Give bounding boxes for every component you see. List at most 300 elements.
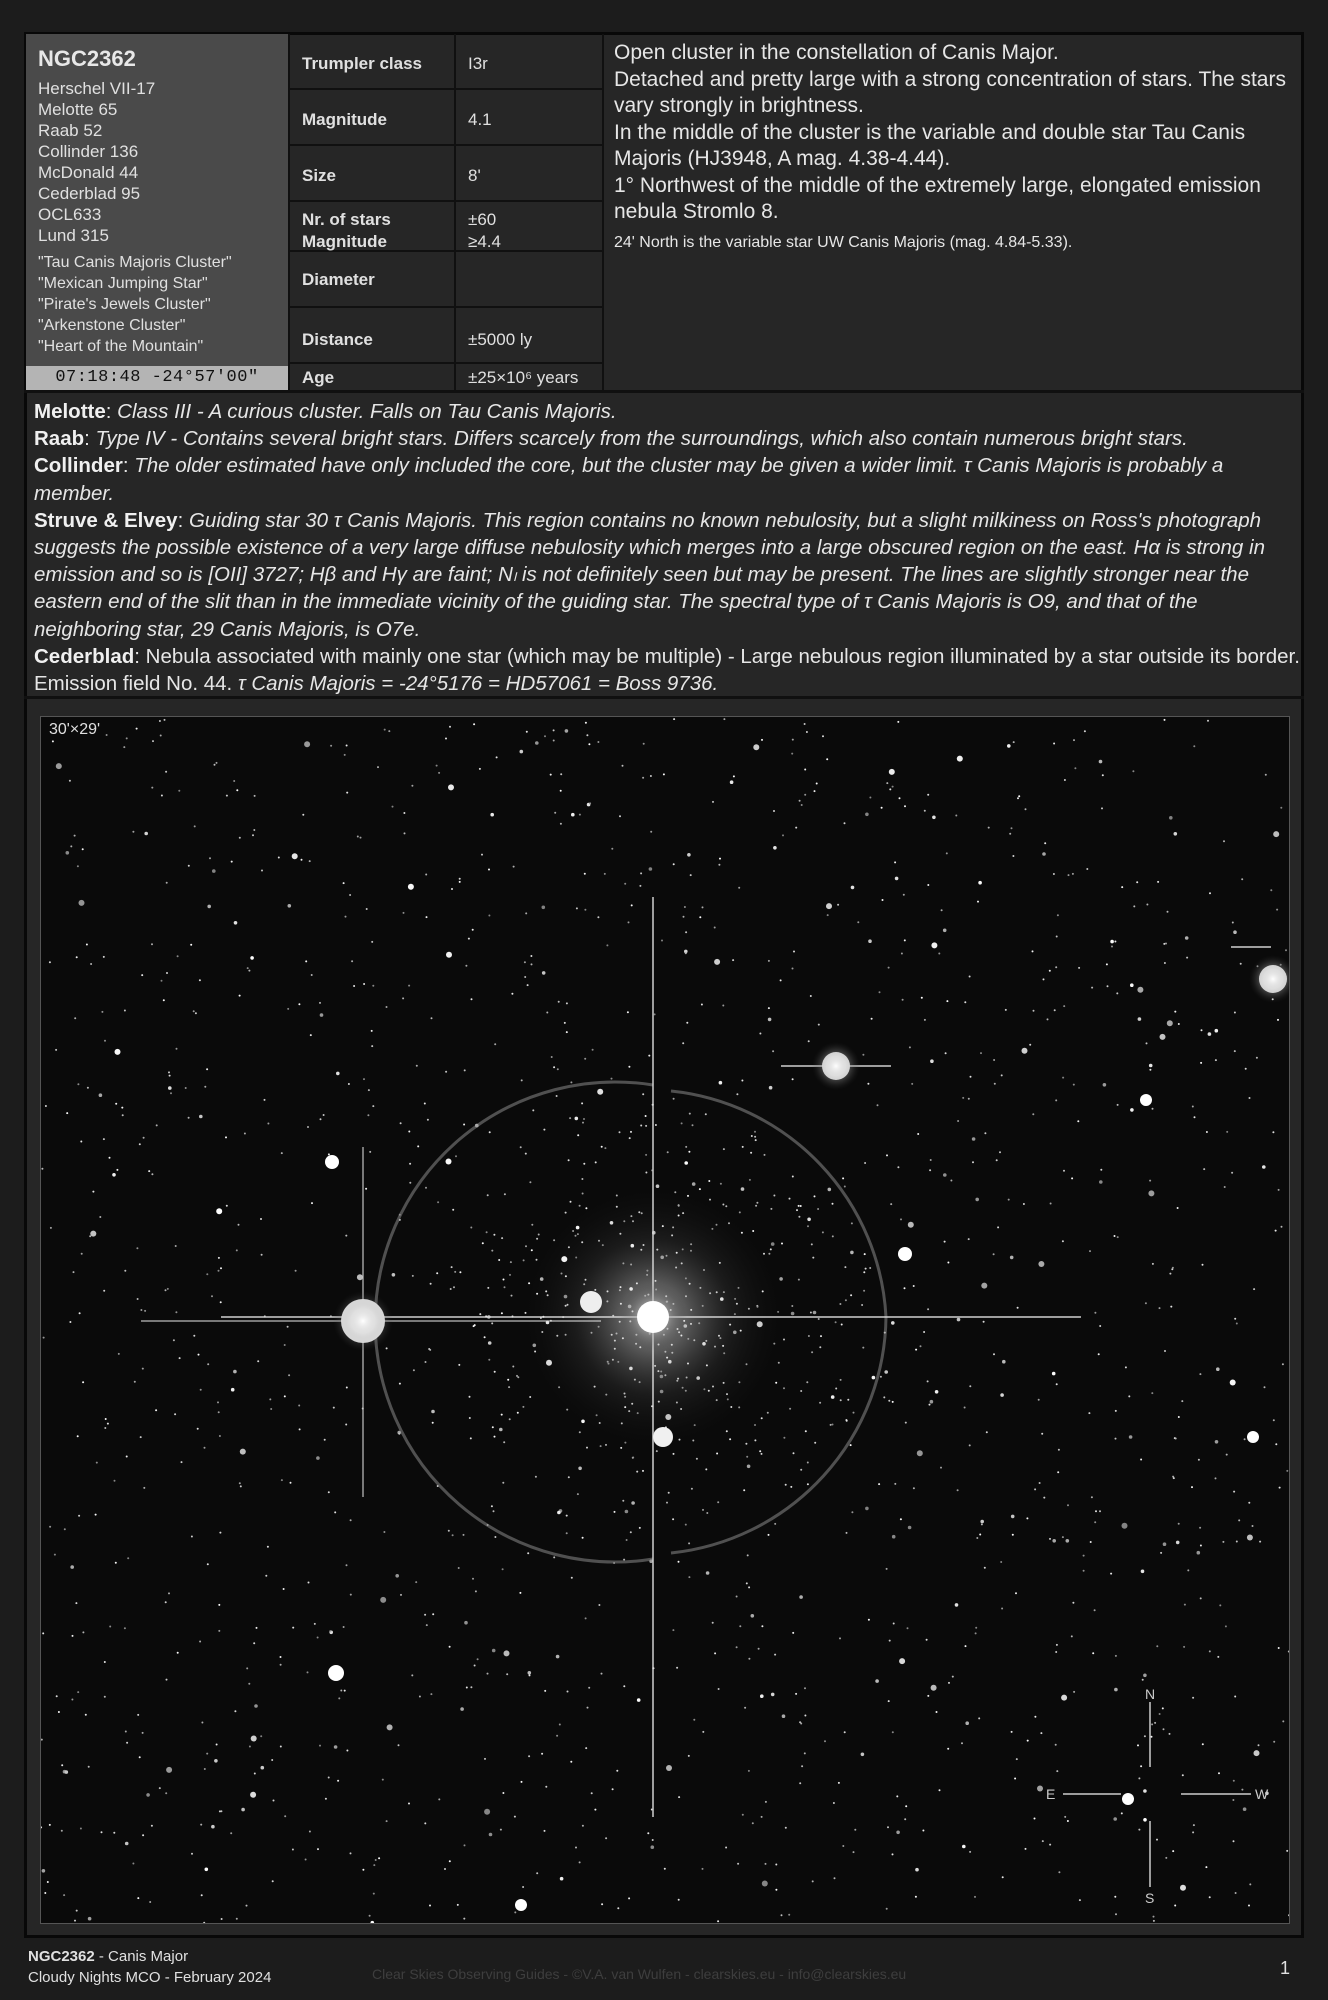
background-star xyxy=(82,1631,84,1633)
background-star xyxy=(474,1665,476,1667)
background-star xyxy=(1148,1190,1154,1196)
background-star xyxy=(798,1279,800,1281)
background-star xyxy=(645,1115,647,1117)
background-star xyxy=(1285,949,1287,951)
background-star xyxy=(166,882,168,884)
background-star xyxy=(267,1123,269,1125)
background-star xyxy=(579,1861,581,1863)
background-star xyxy=(1238,1519,1240,1521)
background-star xyxy=(579,1431,581,1433)
background-star xyxy=(463,1124,465,1126)
background-star xyxy=(436,1272,438,1274)
background-star xyxy=(330,745,332,747)
background-star xyxy=(585,1617,587,1619)
background-star xyxy=(254,1773,256,1775)
background-star xyxy=(350,1519,352,1521)
background-star xyxy=(121,1107,123,1109)
background-star xyxy=(553,729,555,731)
background-star xyxy=(904,805,906,807)
background-star xyxy=(287,1008,289,1010)
background-star xyxy=(240,1485,242,1487)
background-star xyxy=(691,1488,693,1490)
background-star xyxy=(261,870,263,872)
property-label: Distance xyxy=(302,330,373,349)
background-star xyxy=(775,1382,777,1384)
background-star xyxy=(598,1604,600,1606)
background-star xyxy=(527,984,529,986)
background-star xyxy=(88,1766,90,1768)
background-star xyxy=(799,1595,803,1599)
background-star xyxy=(685,1146,687,1148)
background-star xyxy=(151,1173,153,1175)
bright-star xyxy=(1122,1793,1134,1805)
background-star xyxy=(311,974,313,976)
background-star xyxy=(436,765,438,767)
background-star xyxy=(357,836,359,838)
background-star xyxy=(1055,1744,1057,1746)
background-star xyxy=(676,1667,678,1669)
background-star xyxy=(519,1592,521,1594)
background-star xyxy=(191,1536,193,1538)
background-star xyxy=(514,1911,516,1913)
background-star xyxy=(927,1308,929,1310)
background-star xyxy=(317,1848,319,1850)
background-star xyxy=(521,1079,523,1081)
background-star xyxy=(1149,1180,1151,1182)
background-star xyxy=(800,1723,802,1725)
background-star xyxy=(839,1637,841,1639)
background-star xyxy=(488,1341,492,1345)
background-star xyxy=(1094,1609,1096,1611)
background-star xyxy=(888,967,890,969)
background-star xyxy=(768,1018,772,1022)
background-star xyxy=(1083,1555,1085,1557)
background-star xyxy=(408,884,414,890)
background-star xyxy=(636,1471,638,1473)
background-star xyxy=(1095,1510,1097,1512)
background-star xyxy=(783,1387,785,1389)
background-star xyxy=(717,1501,719,1503)
background-star xyxy=(1141,1570,1145,1574)
background-star xyxy=(490,813,494,817)
background-star xyxy=(831,1395,835,1399)
background-star xyxy=(504,1650,510,1656)
background-star xyxy=(886,1154,888,1156)
background-star xyxy=(1234,1050,1236,1052)
background-star xyxy=(979,1534,981,1536)
background-star xyxy=(1247,1535,1253,1541)
background-star xyxy=(103,1290,105,1292)
background-star xyxy=(477,1658,479,1660)
background-star xyxy=(464,1844,466,1846)
background-star xyxy=(714,959,720,965)
background-star xyxy=(412,1275,414,1277)
background-star xyxy=(101,1831,103,1833)
background-star xyxy=(1286,1850,1288,1852)
background-star xyxy=(685,952,687,954)
background-star xyxy=(955,815,957,817)
background-star xyxy=(867,1083,869,1085)
note-source: Collinder xyxy=(34,454,123,478)
background-star xyxy=(553,1066,555,1068)
background-star xyxy=(755,1205,757,1207)
background-star xyxy=(948,1682,950,1684)
background-star xyxy=(56,1695,58,1697)
background-star xyxy=(807,1462,809,1464)
background-star xyxy=(176,1048,178,1050)
background-star xyxy=(1178,1023,1180,1025)
background-star xyxy=(748,1770,750,1772)
background-star xyxy=(736,1093,738,1095)
background-star xyxy=(648,1055,650,1057)
background-star xyxy=(792,968,794,970)
background-star xyxy=(113,1832,115,1834)
background-star xyxy=(127,1557,129,1559)
background-star xyxy=(491,1250,493,1252)
background-star xyxy=(1062,1536,1064,1538)
background-star xyxy=(819,1402,821,1404)
background-star xyxy=(280,1656,282,1658)
background-star xyxy=(325,1798,327,1800)
table-row xyxy=(290,90,602,146)
background-star xyxy=(1233,1780,1235,1782)
background-star xyxy=(333,1407,335,1409)
background-star xyxy=(702,1868,704,1870)
background-star xyxy=(865,1507,869,1511)
background-star xyxy=(789,1198,791,1200)
background-star xyxy=(750,1152,752,1154)
background-star xyxy=(250,956,254,960)
background-star xyxy=(1044,842,1046,844)
background-star xyxy=(419,1696,421,1698)
background-star xyxy=(541,1753,543,1755)
background-star xyxy=(115,1103,117,1105)
background-star xyxy=(430,1693,432,1695)
background-star xyxy=(974,1896,976,1898)
background-star xyxy=(340,1690,342,1692)
background-star xyxy=(892,1853,894,1855)
background-star xyxy=(109,1626,111,1628)
background-star xyxy=(345,916,347,918)
background-star xyxy=(90,1231,96,1237)
background-star xyxy=(749,1179,751,1181)
background-star xyxy=(104,1040,106,1042)
background-star xyxy=(693,1719,695,1721)
table-row xyxy=(290,308,602,364)
background-star xyxy=(845,1299,847,1301)
background-star xyxy=(1265,774,1267,776)
background-star xyxy=(1053,743,1055,745)
background-star xyxy=(1277,1019,1279,1021)
background-star xyxy=(501,1312,503,1314)
background-star xyxy=(489,1131,491,1133)
background-star xyxy=(844,1731,846,1733)
background-star xyxy=(454,1271,456,1273)
background-star xyxy=(894,1483,896,1485)
background-star xyxy=(630,1531,632,1533)
background-star xyxy=(907,1627,909,1629)
background-star xyxy=(1116,992,1118,994)
background-star xyxy=(566,1002,568,1004)
background-star xyxy=(588,743,590,745)
background-star xyxy=(557,1068,559,1070)
background-star xyxy=(720,1183,722,1185)
background-star xyxy=(234,1710,236,1712)
background-star xyxy=(491,1322,493,1324)
background-star xyxy=(798,1205,800,1207)
background-star xyxy=(41,1826,42,1828)
background-star xyxy=(792,739,794,741)
background-star xyxy=(581,1102,583,1104)
background-star xyxy=(317,1637,319,1639)
background-star xyxy=(588,1687,590,1689)
background-star xyxy=(344,1690,346,1692)
background-star xyxy=(1169,1733,1171,1735)
background-star xyxy=(254,795,256,797)
background-star xyxy=(758,1648,760,1650)
background-star xyxy=(820,1335,822,1337)
background-star xyxy=(748,1586,750,1588)
background-star xyxy=(123,746,125,748)
background-star xyxy=(888,1400,890,1402)
background-star xyxy=(400,1122,402,1124)
background-star xyxy=(586,734,588,736)
background-star xyxy=(504,1193,506,1195)
background-star xyxy=(260,1218,262,1220)
background-star xyxy=(513,866,515,868)
background-star xyxy=(1089,1250,1091,1252)
background-star xyxy=(524,976,526,978)
background-star xyxy=(901,953,903,955)
background-star xyxy=(625,1510,629,1514)
background-star xyxy=(560,773,562,775)
background-star xyxy=(1178,1523,1180,1525)
note-source: Raab xyxy=(34,427,85,451)
background-star xyxy=(781,1243,783,1245)
background-star xyxy=(922,1830,924,1832)
background-star xyxy=(191,1853,193,1855)
background-star xyxy=(181,1461,183,1463)
background-star xyxy=(231,1388,235,1392)
background-star xyxy=(569,1117,571,1119)
background-star xyxy=(965,1645,967,1647)
background-star xyxy=(482,1242,484,1244)
background-star xyxy=(1130,1108,1134,1112)
background-star xyxy=(743,1489,745,1491)
background-star xyxy=(1018,795,1020,797)
background-star xyxy=(868,1619,870,1621)
background-star xyxy=(1042,1840,1044,1842)
background-star xyxy=(1160,1034,1166,1040)
background-star xyxy=(424,1614,426,1616)
background-star xyxy=(591,1792,593,1794)
background-star xyxy=(754,1136,756,1138)
background-star xyxy=(70,1565,74,1569)
background-star xyxy=(226,795,228,797)
background-star xyxy=(576,907,578,909)
background-star xyxy=(560,823,562,825)
background-star xyxy=(808,1040,810,1042)
background-star xyxy=(525,1245,527,1247)
background-star xyxy=(392,806,394,808)
background-star xyxy=(564,1022,566,1024)
background-star xyxy=(323,1114,325,1116)
background-star xyxy=(214,764,216,766)
background-star xyxy=(862,1054,864,1056)
background-star xyxy=(492,1649,496,1653)
background-star xyxy=(501,1237,503,1239)
background-star xyxy=(308,1582,310,1584)
background-star xyxy=(299,1428,301,1430)
background-star xyxy=(1222,1541,1224,1543)
background-star xyxy=(99,1216,101,1218)
background-star xyxy=(408,985,410,987)
background-star xyxy=(544,1690,546,1692)
footer-info xyxy=(28,1946,271,1988)
background-star xyxy=(553,1556,555,1558)
background-star xyxy=(606,944,608,946)
background-star xyxy=(804,794,806,796)
background-star xyxy=(1072,873,1074,875)
background-star xyxy=(556,1655,560,1659)
background-star xyxy=(1008,1199,1010,1201)
background-star xyxy=(399,1383,401,1385)
background-star xyxy=(488,869,490,871)
background-star xyxy=(488,1359,490,1361)
background-star xyxy=(1244,1438,1246,1440)
nickname-item: "Arkenstone Cluster" xyxy=(38,317,186,334)
background-star xyxy=(302,814,304,816)
background-star xyxy=(924,810,926,812)
background-star xyxy=(761,1625,763,1627)
background-star xyxy=(655,1124,657,1126)
background-star xyxy=(847,1399,849,1401)
background-star xyxy=(800,1469,802,1471)
background-star xyxy=(491,1505,493,1507)
background-star xyxy=(1115,1438,1117,1440)
background-star xyxy=(699,1188,701,1190)
background-star xyxy=(1078,967,1080,969)
background-star xyxy=(1042,852,1046,856)
background-star xyxy=(783,1339,785,1341)
background-star xyxy=(828,1188,832,1192)
background-star xyxy=(304,741,310,747)
background-star xyxy=(754,1131,756,1133)
background-star xyxy=(775,1864,777,1866)
background-star xyxy=(511,993,513,995)
background-star xyxy=(92,1191,94,1193)
background-star xyxy=(301,859,303,861)
background-star xyxy=(814,790,816,792)
background-star xyxy=(628,1066,630,1068)
background-star xyxy=(47,1881,49,1883)
background-star xyxy=(744,1707,746,1709)
note-item: Collinder: The older estimated have only included the core, but the cluster may be given a wider limit. τ Canis Majoris is probably a member. xyxy=(34,454,1224,505)
background-star xyxy=(792,1176,794,1178)
background-star xyxy=(886,1568,888,1570)
background-star xyxy=(334,1745,338,1749)
background-star xyxy=(214,1759,218,1763)
background-star xyxy=(872,1376,876,1380)
background-star xyxy=(751,1614,755,1618)
background-star xyxy=(811,1351,813,1353)
background-star xyxy=(983,1321,985,1323)
background-star xyxy=(280,1746,282,1748)
background-star xyxy=(1138,1829,1140,1831)
background-star xyxy=(714,927,716,929)
background-star xyxy=(118,1353,120,1355)
background-star xyxy=(1145,1302,1147,1304)
background-star xyxy=(522,1886,524,1888)
background-star xyxy=(814,1442,816,1444)
background-star xyxy=(267,1546,269,1548)
background-star xyxy=(368,1089,370,1091)
background-star xyxy=(861,1753,865,1757)
background-star xyxy=(846,1420,848,1422)
background-star xyxy=(124,1270,126,1272)
background-star xyxy=(287,1326,289,1328)
background-star xyxy=(1072,1602,1074,1604)
note-tail: τ Canis Majoris = -24°5176 = HD57061 = Boss 9736. xyxy=(237,672,719,696)
background-star xyxy=(1010,1256,1014,1260)
background-star xyxy=(503,1279,505,1281)
background-star xyxy=(913,1285,915,1287)
background-star xyxy=(151,787,153,789)
background-star xyxy=(617,1907,619,1909)
background-star xyxy=(887,1826,889,1828)
background-star xyxy=(827,914,829,916)
background-star xyxy=(508,1386,510,1388)
background-star xyxy=(570,1201,572,1203)
background-star xyxy=(804,769,806,771)
background-star xyxy=(404,832,406,834)
background-star xyxy=(842,1177,844,1179)
background-star xyxy=(1115,1913,1117,1915)
background-star xyxy=(1249,1097,1251,1099)
background-star xyxy=(559,1724,561,1726)
background-star xyxy=(1286,1470,1288,1472)
background-star xyxy=(499,1428,503,1432)
background-star xyxy=(1241,1789,1243,1791)
background-star xyxy=(1067,1504,1069,1506)
background-star xyxy=(1037,1786,1043,1792)
background-star xyxy=(582,1122,584,1124)
background-star xyxy=(978,881,982,885)
background-star xyxy=(1114,1896,1116,1898)
background-star xyxy=(536,1872,538,1874)
tau-canis-majoris-core xyxy=(637,1301,669,1333)
background-star xyxy=(1117,1236,1119,1238)
background-star xyxy=(281,1152,283,1154)
background-star xyxy=(81,1253,83,1255)
background-star xyxy=(1194,1116,1196,1118)
background-star xyxy=(246,1905,248,1907)
background-star xyxy=(861,1304,863,1306)
background-star xyxy=(544,1830,546,1832)
background-star xyxy=(645,1125,647,1127)
background-star xyxy=(1090,1541,1092,1543)
background-star xyxy=(725,1847,727,1849)
background-star xyxy=(288,904,292,908)
background-star xyxy=(1137,1744,1139,1746)
background-star xyxy=(493,1510,495,1512)
background-star xyxy=(487,1673,489,1675)
background-star xyxy=(1094,1312,1096,1314)
background-star xyxy=(1049,970,1051,972)
background-star xyxy=(894,861,896,863)
background-star xyxy=(260,1735,262,1737)
background-star xyxy=(494,1536,496,1538)
